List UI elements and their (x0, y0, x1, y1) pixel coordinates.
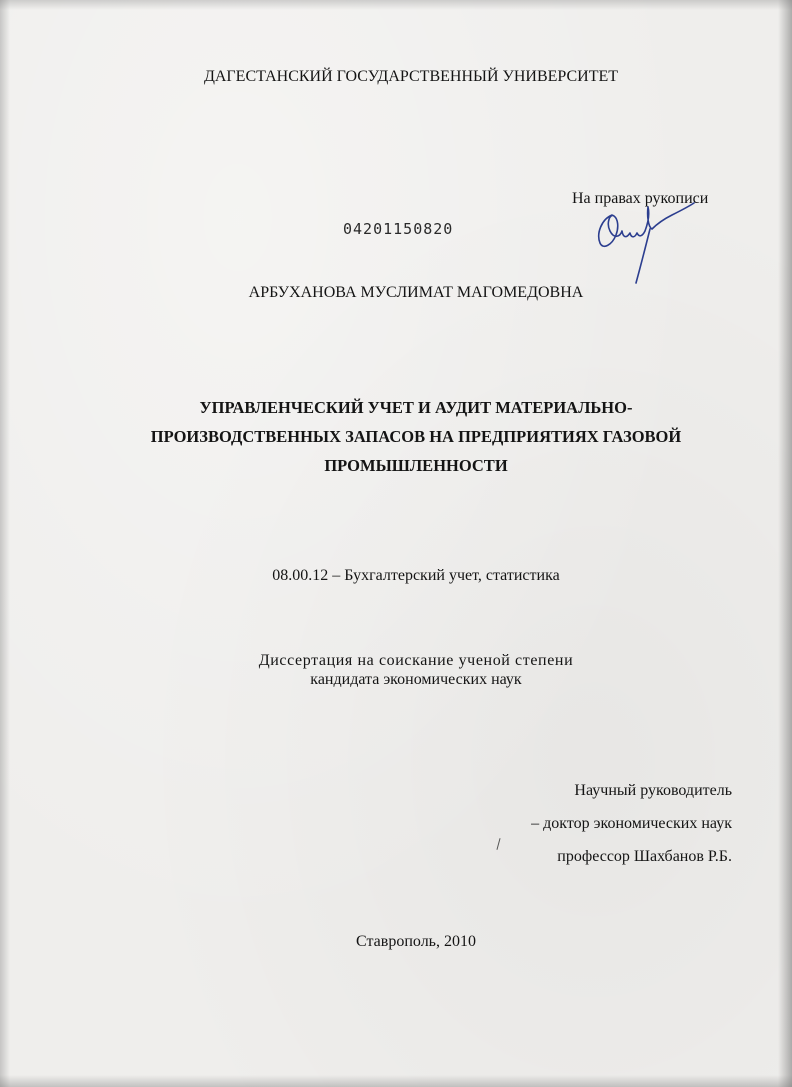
degree-line-1: Диссертация на соискание ученой степени (258, 652, 574, 669)
title-line-1: УПРАВЛЕНЧЕСКИЙ УЧЕТ И АУДИТ МАТЕРИАЛЬНО- (199, 398, 633, 417)
degree-statement (0, 651, 792, 689)
supervisor-block (531, 774, 732, 873)
supervisor-line-2: – доктор экономических наук (531, 815, 732, 832)
city-year: Ставрополь, 2010 (356, 933, 476, 950)
specialty-code: 08.00.12 – Бухгалтерский учет, статистика (272, 567, 560, 584)
supervisor-line-3: профессор Шахбанов Р.Б. (557, 848, 732, 865)
manuscript-note: На правах рукописи (572, 190, 709, 207)
scan-mark (496, 838, 500, 850)
author-name: АРБУХАНОВА МУСЛИМАТ МАГОМЕДОВНА (248, 284, 584, 301)
inventory-number: 04201150820 (343, 220, 454, 238)
university-name: ДАГЕСТАНСКИЙ ГОСУДАРСТВЕННЫЙ УНИВЕРСИТЕТ (203, 68, 619, 85)
supervisor-line-1: Научный руководитель (574, 782, 732, 799)
degree-line-2: кандидата экономических наук (310, 671, 522, 688)
title-line-2: ПРОИЗВОДСТВЕННЫХ ЗАПАСОВ НА ПРЕДПРИЯТИЯХ ГАЗОВОЙ (150, 427, 682, 446)
scan-edge-bottom (0, 1075, 792, 1087)
scan-edge-left (0, 0, 10, 1087)
scan-edge-right (778, 0, 792, 1087)
dissertation-title (0, 393, 792, 480)
title-line-3: ПРОМЫШЛЕННОСТИ (324, 456, 508, 475)
scan-edge-top (0, 0, 792, 10)
handwritten-signature (590, 193, 700, 289)
